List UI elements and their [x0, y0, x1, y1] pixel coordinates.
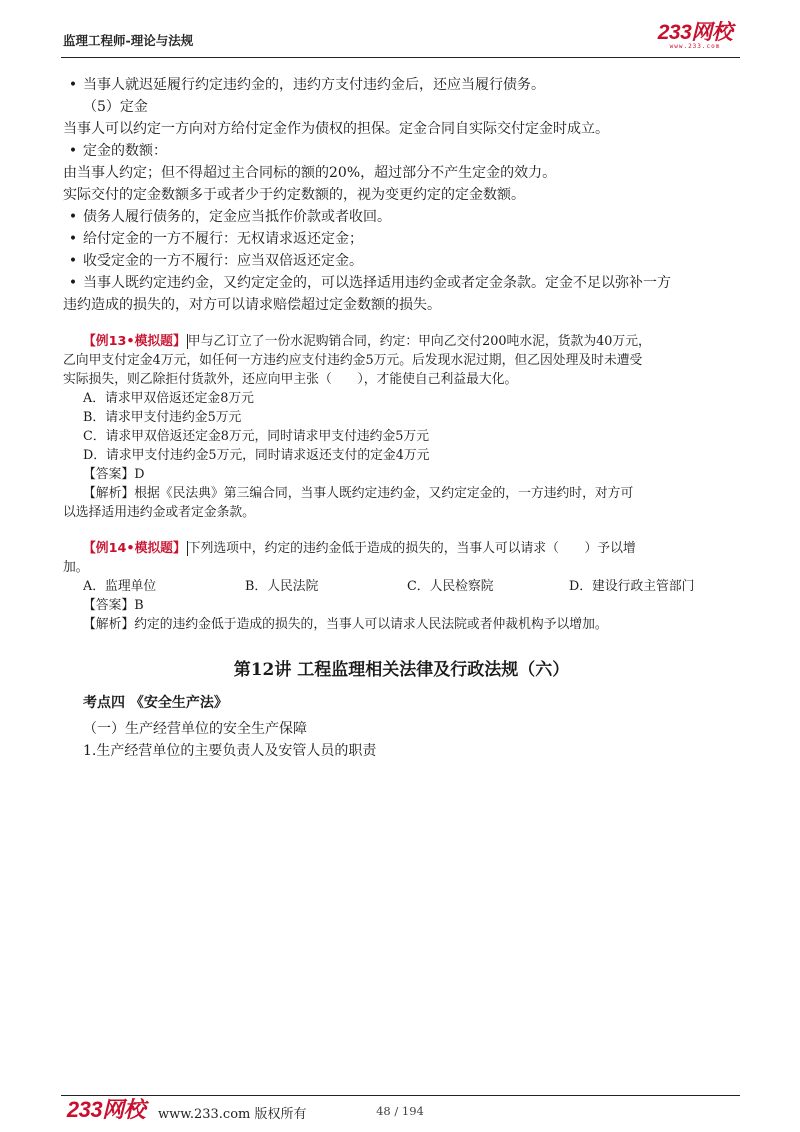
bullet-paragraph: • 债务人履行债务的，定金应当抵作价款或者收回。: [63, 206, 740, 228]
example-14-options: [63, 577, 740, 596]
example-14-stem-line: 加。: [63, 560, 89, 575]
example-13-stem: 甲与乙订立了一份水泥购销合同，约定：甲向乙交付200吨水泥，货款为40万元，: [187, 334, 651, 349]
header-divider: [61, 57, 740, 58]
bullet-paragraph: • 当事人既约定违约金，又约定定金的，可以选择适用违约金或者定金条款。定金不足以弥补一方: [63, 272, 740, 294]
example-13-tag: 【例13•模拟题】: [83, 334, 186, 349]
header-logo[interactable]: [652, 22, 738, 50]
paragraph: 违约造成的损失的，对方可以请求赔偿超过定金数额的损失。: [63, 297, 441, 313]
subheading-deposit: （5）定金: [83, 99, 148, 115]
footer-copyright: www.233.com 版权所有: [158, 1107, 307, 1122]
example-13-option-c: C．请求甲双倍返还定金8万元，同时请求甲支付违约金5万元: [83, 429, 429, 444]
header-title: 监理工程师-理论与法规: [63, 33, 194, 48]
example-13-option-a: A．请求甲双倍返还定金8万元: [83, 391, 254, 406]
example-14-stem: 下列选项中，约定的违约金低于造成的损失的，当事人可以请求（ ）予以增: [187, 541, 636, 556]
key-point-heading: 考点四 《安全生产法》: [83, 695, 228, 711]
example-14: [63, 539, 740, 634]
bullet-paragraph: • 当事人就迟延履行约定违约金的，违约方支付违约金后，还应当履行债务。: [63, 74, 740, 96]
example-13-answer: 【答案】D: [83, 467, 145, 482]
example-13-analysis-line: 以选择适用违约金或者定金条款。: [63, 505, 255, 520]
example-13-analysis: 【解析】根据《民法典》第三编合同，当事人既约定违约金，又约定定金的，一方违约时，对方可: [83, 486, 634, 501]
example-14-analysis: 【解析】约定的违约金低于造成的损失的，当事人可以请求人民法院或者仲裁机构予以增加。: [83, 617, 608, 632]
footer-logo-text: 233网校: [66, 1097, 146, 1122]
bullet-paragraph: • 给付定金的一方不履行：无权请求返还定金；: [63, 228, 740, 250]
example-14-tag: 【例14•模拟题】: [83, 541, 186, 556]
paragraph: 当事人可以约定一方向对方给付定金作为债权的担保。定金合同自实际交付定金时成立。: [63, 121, 609, 137]
example-13-option-d: D．请求甲支付违约金5万元，同时请求返还支付的定金4万元: [83, 448, 430, 463]
example-14-answer: 【答案】B: [83, 598, 144, 613]
footer-divider: [61, 1095, 740, 1096]
paragraph: 实际交付的定金数额多于或者少于约定数额的，视为变更约定的定金数额。: [63, 187, 525, 203]
footer-logo[interactable]: [62, 1099, 150, 1121]
example-14-option-d: D．建设行政主管部门: [569, 579, 695, 594]
example-13: [63, 332, 740, 522]
paragraph: 由当事人约定；但不得超过主合同标的额的20%，超过部分不产生定金的效力。: [63, 165, 557, 181]
bullet-paragraph: • 定金的数额：: [63, 140, 740, 162]
page-number: 48 / 194: [376, 1104, 424, 1118]
lecture-title: 第12讲 工程监理相关法律及行政法规（六）: [233, 660, 570, 680]
header-logo-text: 233网校: [657, 21, 733, 44]
section-heading: （一）生产经营单位的安全生产保障: [83, 721, 307, 737]
example-13-option-b: B．请求甲支付违约金5万元: [83, 410, 242, 425]
example-14-option-c: C．人民检察院: [407, 579, 494, 594]
bullet-paragraph: • 收受定金的一方不履行：应当双倍返还定金。: [63, 250, 740, 272]
example-13-stem-line: 乙向甲支付定金4万元，如任何一方违约应支付违约金5万元。后发现水泥过期，但乙因处理及时未遭受: [63, 353, 643, 368]
example-14-option-b: B．人民法院: [245, 579, 319, 594]
page-content: [63, 74, 740, 762]
example-13-stem-line: 实际损失，则乙除拒付货款外，还应向甲主张（ ），才能使自己利益最大化。: [63, 372, 518, 387]
example-14-option-a: A．监理单位: [83, 579, 157, 594]
header-logo-url: www.233.com: [669, 43, 721, 50]
subsection-heading: 1.生产经营单位的主要负责人及安管人员的职责: [83, 743, 377, 759]
